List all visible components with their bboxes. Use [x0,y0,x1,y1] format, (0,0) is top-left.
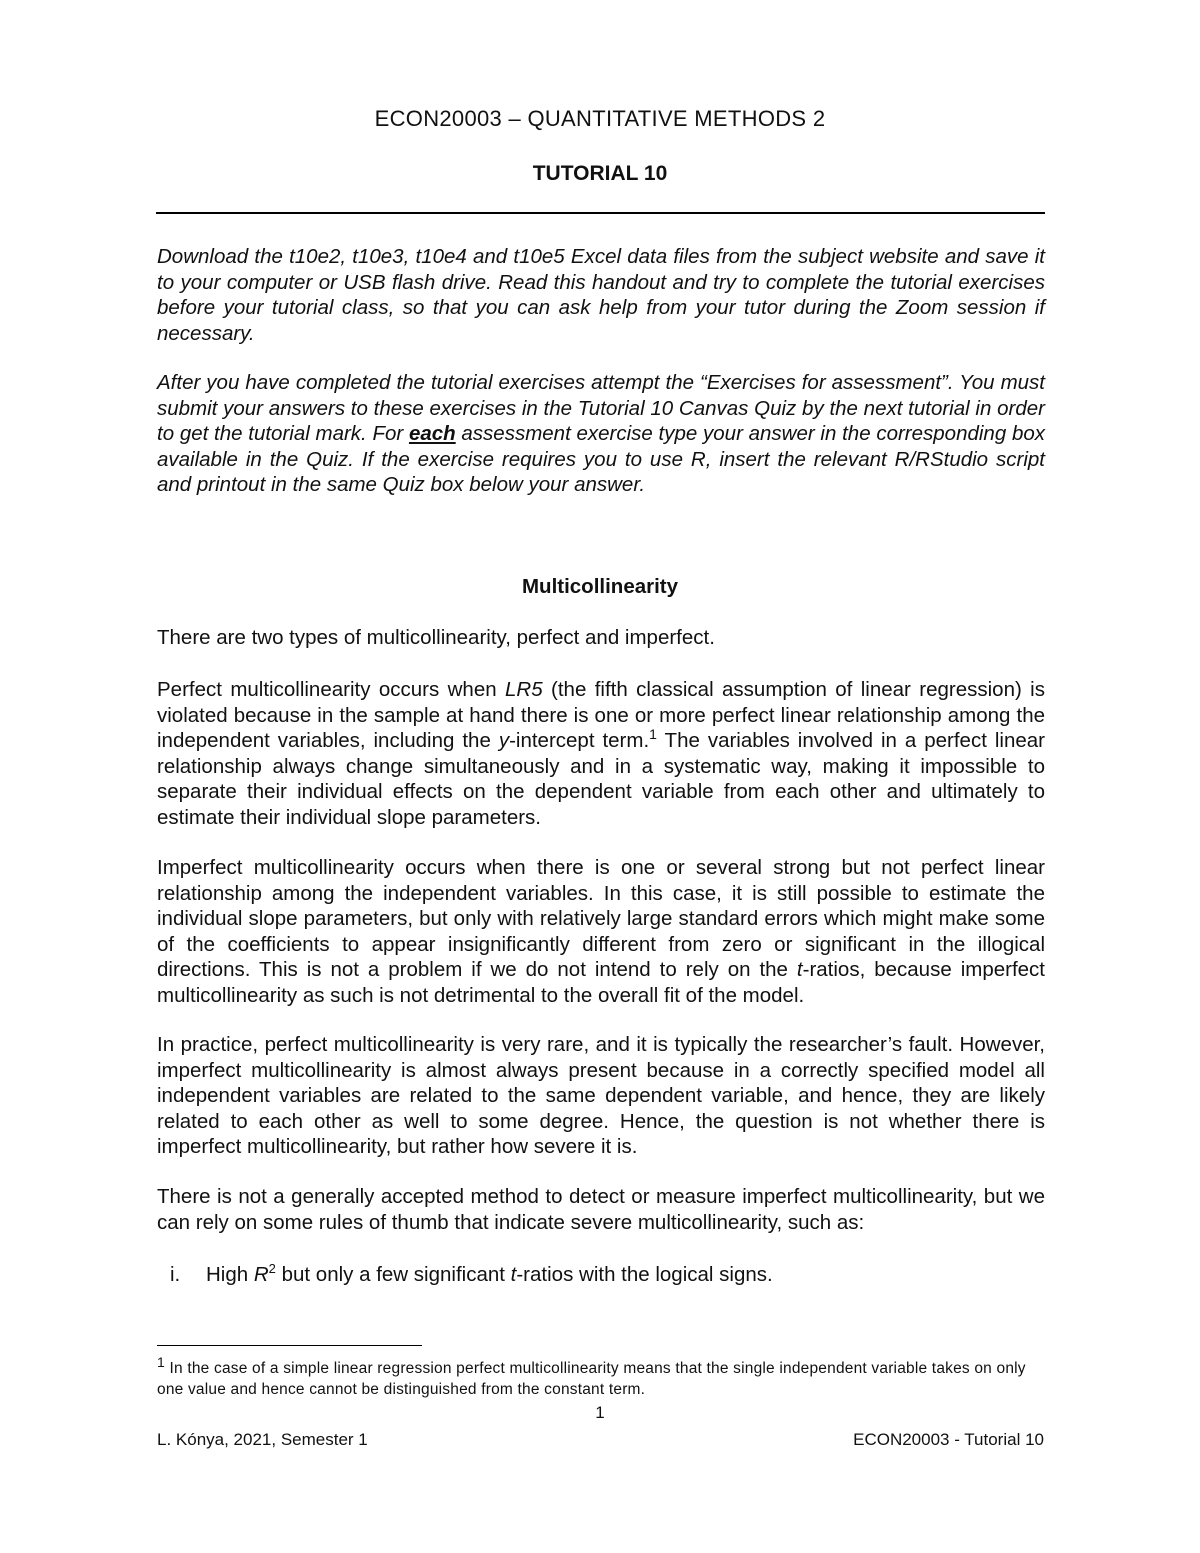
list-marker: i. [170,1263,181,1286]
variable-t: t [510,1263,517,1286]
text-part: High [206,1263,254,1286]
list-item [170,1262,773,1288]
page-number: 1 [595,1403,605,1422]
paragraph-perfect-multicollinearity [157,677,1045,831]
title-divider [156,212,1045,214]
paragraph-rules-of-thumb: There is not a generally accepted method to detect or measure imperfect multicollinearity, but we can rely on some rules of thumb that indicate severe multicollinearity, such as: [157,1185,1045,1234]
assumption-label: LR5 [505,678,543,701]
text-part: The variables involved in a perfect linear relationship always change simultaneously and in a systematic way, making it impossible to separate their individual effects on the dependent variable from each other and ultimately to estimate their individual slope parameters. [157,729,1045,829]
intro-text-part: assessment exercise type your answer in the corresponding box available in the Quiz. If the exercise requires you to use R, insert the relevant R/RStudio script and printout in the same Quiz box below your answer. [157,422,1046,497]
variable-y: y [498,729,510,753]
footnote-number: 1 [157,1353,165,1370]
text-part: Perfect multicollinearity occurs when [157,678,506,701]
intro-paragraph-download: Download the t10e2, t10e3, t10e4 and t10e5 Excel data files from the subject website and save it to your computer or USB flash drive. Read this handout and try to complete the tutorial exercises before your tutorial class, so that you can ask help from your tutor during the Zoom session if necessary. [157,245,1045,345]
variable-t: t [796,958,803,982]
footnote-reference[interactable]: 1 [649,726,657,743]
footnote-text: In the case of a simple linear regression perfect multicollinearity means that the single independent variable takes on only one value and hence cannot be distinguished from the constant term. [157,1360,1026,1398]
intro-text-part: After you have completed the tutorial exercises attempt the “Exercises for assessment”. You must submit your answers to these exercises in the Tutorial 10 Canvas Quiz by the next tutorial in order to get the tutorial mark. For [157,371,1045,446]
text-part: -intercept term. [509,729,650,753]
course-title: ECON20003 – QUANTITATIVE METHODS 2 [374,106,826,131]
footer-author: L. Kónya, 2021, Semester 1 [157,1430,368,1449]
text-part: (the fifth classical assumption of linear regression) is violated because in the sample at hand there is one or more perfect linear relationship among the independent variables, including the [157,678,1045,753]
superscript-two: 2 [268,1261,276,1277]
intro-paragraph-assessment [157,370,1045,498]
paragraph-imperfect-multicollinearity [157,855,1045,1009]
text-part: -ratios with the logical signs. [516,1263,773,1286]
paragraph-in-practice: In practice, perfect multicollinearity is very rare, and it is typically the researcher’s fault. However, imperfect multicollinearity is almost always present because in a correctly specified model all independent variables are related to the same dependent variable, and hence, they are likely related to each other as well to some degree. Hence, the question is not whether there is imperfect multicollinearity, but rather how severe it is. [157,1033,1045,1159]
section-heading: Multicollinearity [521,575,679,598]
text-part: Imperfect multicollinearity occurs when there is one or several strong but not perfect linear relationship among the independent variables. In this case, it is still possible to estimate the individual slope parameters, but only with relatively large standard errors which might make some of the coefficients to appear insignificantly different from zero or significant in the illogical directions. This is not a problem if we do not intend to rely on the [157,856,1045,982]
footer-course: ECON20003 - Tutorial 10 [853,1430,1044,1449]
emphasis-each: each [408,422,456,446]
text-part: but only a few significant [275,1263,511,1286]
variable-r: R [253,1263,269,1286]
tutorial-title: TUTORIAL 10 [532,162,668,185]
footnote-divider [157,1345,422,1346]
footnote [157,1353,1045,1400]
text-part: -ratios, because imperfect multicollinearity as such is not detrimental to the overall fit of the model. [157,958,1045,1007]
paragraph-types: There are two types of multicollinearity, perfect and imperfect. [157,626,715,649]
